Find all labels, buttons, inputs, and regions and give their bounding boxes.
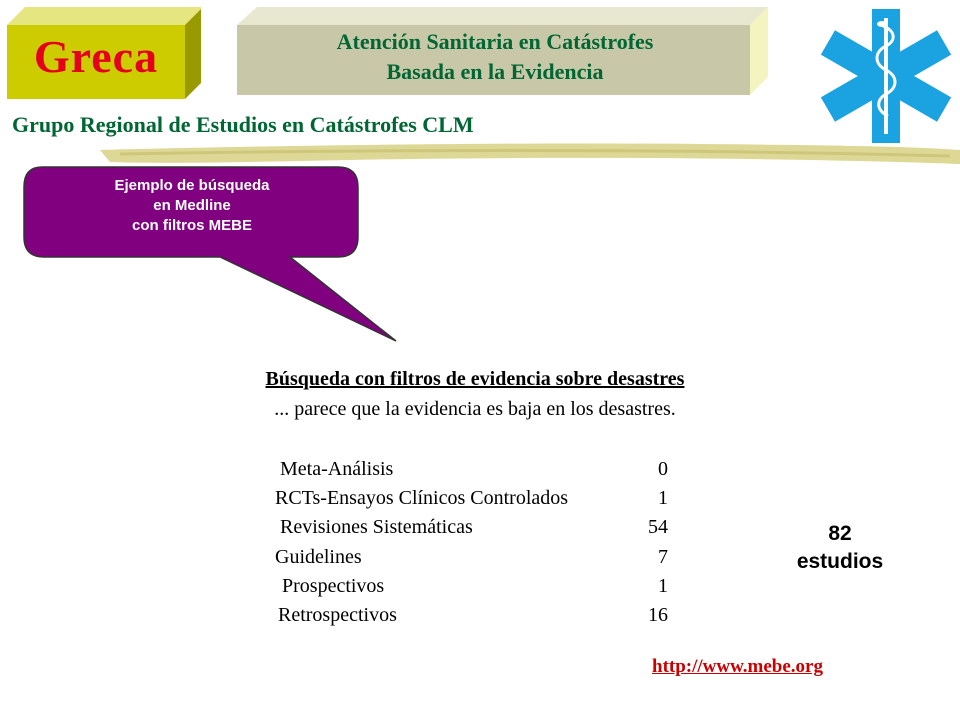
result-row	[270, 543, 680, 572]
result-row	[270, 513, 680, 542]
result-row	[270, 455, 680, 484]
result-value: 54	[648, 516, 668, 539]
result-label: Meta-Análisis	[280, 458, 394, 480]
result-label: Guidelines	[275, 545, 362, 568]
result-row	[270, 601, 680, 630]
result-row	[270, 484, 680, 513]
total-label: estudios	[796, 550, 884, 573]
result-value: 0	[658, 458, 668, 480]
callout-line-1: Ejemplo de búsqueda	[114, 177, 270, 194]
group-subtitle: Grupo Regional de Estudios en Catástrofes CLM	[12, 112, 474, 137]
title-line-1: Atención Sanitaria en Catástrofes	[336, 29, 654, 54]
result-label: Prospectivos	[282, 574, 385, 597]
result-label: Retrospectivos	[278, 603, 397, 626]
result-row	[270, 572, 680, 601]
star-of-life-icon	[812, 5, 960, 147]
result-value: 7	[658, 545, 668, 568]
result-value: 1	[658, 487, 668, 510]
mebe-link[interactable]: http://www.mebe.org	[652, 656, 823, 677]
total-studies	[770, 520, 910, 576]
title-line-2: Basada en la Evidencia	[386, 59, 604, 84]
result-value: 16	[648, 603, 668, 626]
total-count: 82	[828, 522, 852, 545]
search-subtitle: ... parece que la evidencia es baja en los desastres.	[274, 398, 676, 420]
brand-name: Greca	[33, 30, 159, 82]
callout-line-2: en Medline	[153, 197, 231, 214]
callout-line-3: con filtros MEBE	[131, 217, 252, 234]
result-label: Revisiones Sistemáticas	[280, 516, 473, 539]
page-title	[240, 22, 750, 92]
results-list	[270, 455, 680, 630]
search-title: Búsqueda con filtros de evidencia sobre desastres	[265, 368, 685, 390]
callout-text	[28, 176, 356, 236]
result-label: RCTs-Ensayos Clínicos Controlados	[275, 487, 569, 510]
result-value: 1	[658, 574, 668, 597]
